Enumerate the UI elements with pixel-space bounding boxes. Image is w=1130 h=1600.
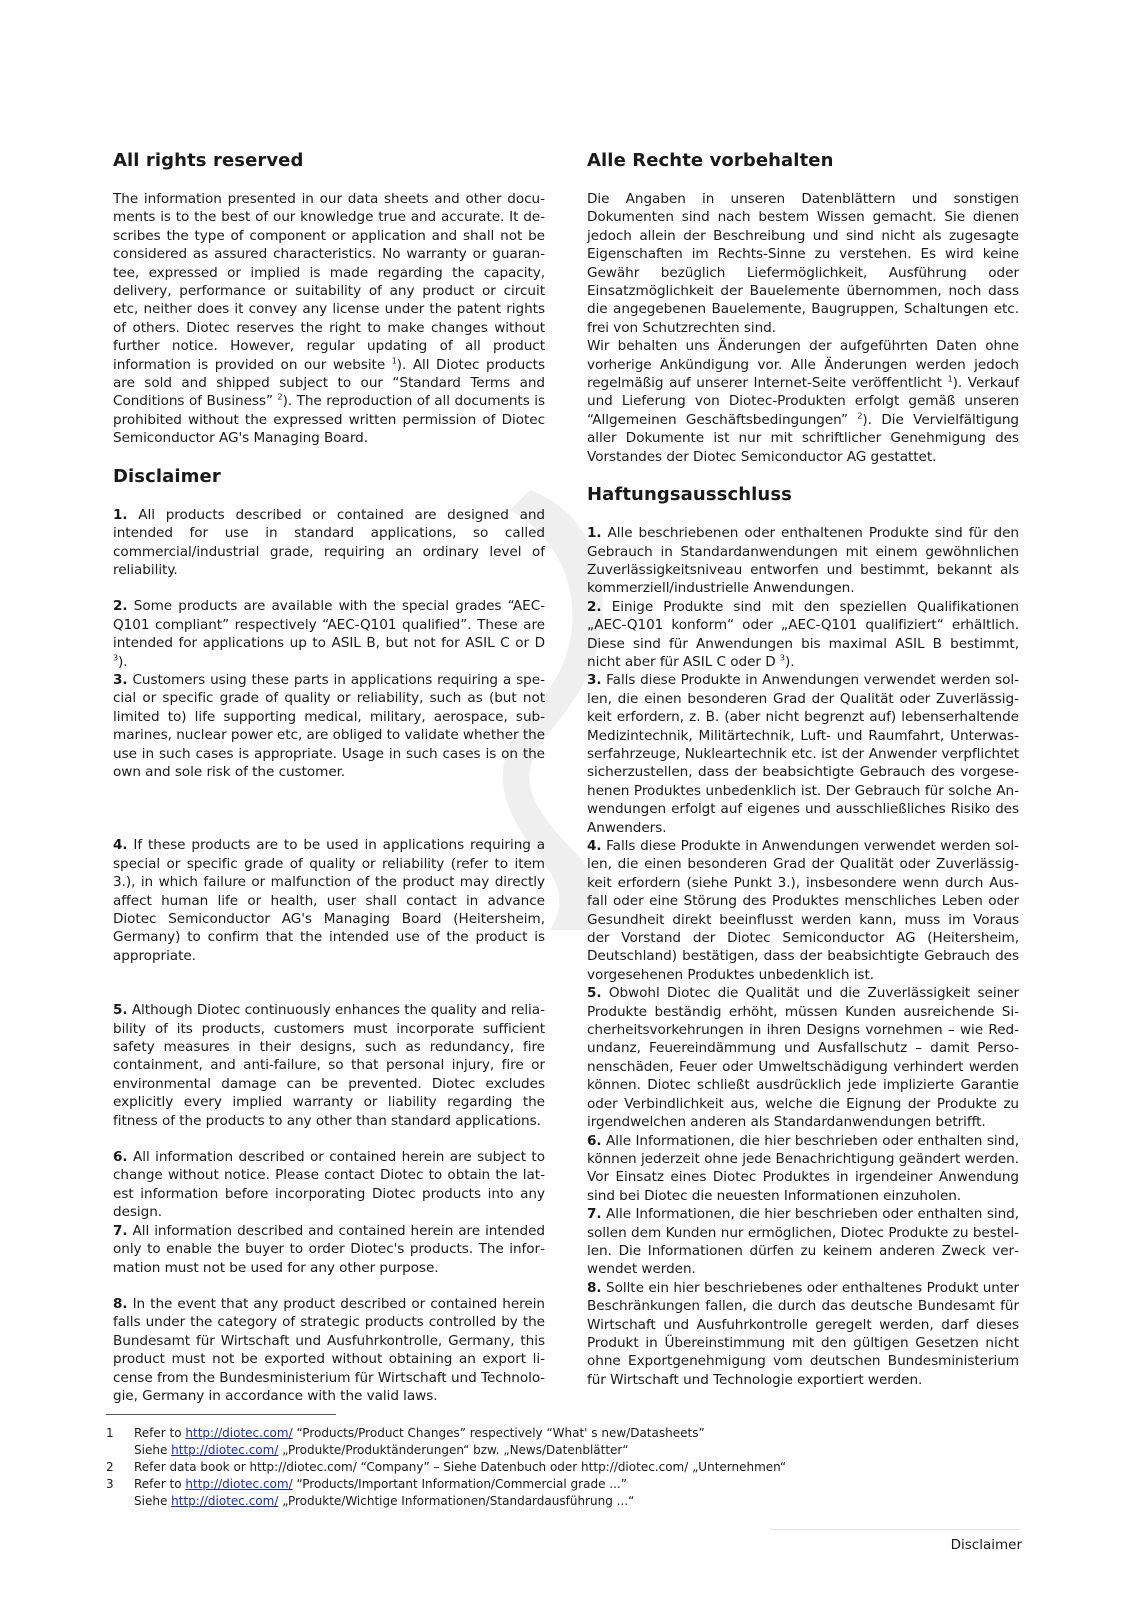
- footer-label: Disclaimer: [950, 1537, 1022, 1553]
- diotec-link[interactable]: http://diotec.com/: [171, 1494, 279, 1508]
- disclaimer-item-en-6: 6. All information described or contained herein are subject to change without notice. Please contact Diotec to obtain the latest information before incorporating Diotec products into any design.: [113, 1149, 545, 1221]
- diotec-link[interactable]: http://diotec.com/: [171, 1443, 279, 1457]
- footer-divider: [770, 1529, 1020, 1530]
- rights-paragraph-de-2: Wir behalten uns Änderungen der aufgeführten Daten ohne vorherige Ankündigung vor. Alle Änderungen werden jedoch regelmäßig auf unserer Internet-Seite veröffentlicht $^1$). Verkauf und Lieferung von Diotec-Produkten erfolgt gemäß unseren “Allgemeinen Geschäftsbedingungen” $^2$). Die Vervielfältigung aller Dokumente ist nur mit schriftlicher Genehmigung des Vorstandes der Diotec Semiconductor AG gestattet.: [587, 338, 1020, 465]
- disclaimer-item-de-1: 1. Alle beschriebenen oder enthaltenen Produkte sind für den Gebrauch in Standardanwendungen mit einem gewöhnlichen Zuverlässigkeitsniveau entworfen und bestimmt, bekannt als kommerziell/industrielle Anwendungen.: [587, 525, 1019, 597]
- footnote-divider: [106, 1414, 336, 1415]
- disclaimer-item-en-1: 1. All products described or contained are designed and intended for use in standard applications, so called commercial/industrial grade, requiring an ordinary level of reliability.: [113, 506, 545, 578]
- diotec-link[interactable]: http://diotec.com/: [185, 1477, 293, 1491]
- footnote-2: 2 Refer data book or http://diotec.com/ “Company” – Siehe Datenbuch oder http://diotec.com/ „Unternehmen“: [106, 1460, 787, 1474]
- disclaimer-item-en-3: 3. Customers using these parts in applications requiring a special or specific grade of quality or reliability, such as (but not limited to) life supporting medical, military, aerospace, submarines, nuclear power etc, are obliged to validate whether the use in such cases is appropriate. Usage in such cases is on the own and sole risk of the customer.: [113, 671, 545, 780]
- disclaimer-item-de-2: 2. Einige Produkte sind mit den speziellen Qualifikationen „AEC-Q101 konform“ oder „AEC-Q101 qualifiziert“ erhältlich. Diese sind für Anwendungen bis maximal ASIL B bestimmt, nicht aber für ASIL C oder D $^3$).: [587, 598, 1019, 670]
- disclaimer-item-de-4: 4. Falls diese Produkte in Anwendungen verwendet werden sollen, die einen besonderen Grad der Qualität oder Zuverlässigkeit erfordern (siehe Punkt 3.), insbesondere wenn durch Ausfall oder eine Störung des Produktes menschliches Leben oder Gesundheit direkt beeinflusst werden kann, muss im Voraus der Vorstand der Diotec Semiconductor AG (Heitersheim, Deutschland) bestätigen, dass der beabsichtigte Gebrauch des vorgesehenen Produktes unbedenklich ist.: [587, 838, 1019, 983]
- disclaimer-item-de-3: 3. Falls diese Produkte in Anwendungen verwendet werden sollen, die einen besonderen Grad der Qualität oder Zuverlässigkeit erfordern, z. B. (aber nicht begrenzt auf) lebenserhaltende Medizintechnik, Militärtechnik, Luft- und Raumfahrt, Unterwasserfahrzeuge, Nukleartechnik etc. ist der Anwender verpflichtet sicherzustellen, dass der beabsichtigte Gebrauch des vorgesehenen Produktes unbedenklich ist. Der Gebrauch für solche Anwendungen erfolgt auf eigenes und ausschließliches Risiko des Anwenders.: [587, 672, 1019, 836]
- disclaimer-item-en-8: 8. In the event that any product described or contained herein falls under the category of strategic products controlled by the Bundesamt für Wirtschaft und Ausfuhrkontrolle, Germany, this product must not be exported without obtaining an export license from the Bundesministerium für Wirtschaft und Technologie, Germany in accordance with the valid laws.: [113, 1295, 545, 1404]
- footnotes: [106, 1425, 1006, 1510]
- diotec-link[interactable]: http://diotec.com/: [185, 1426, 293, 1440]
- disclaimer-item-de-7: 7. Alle Informationen, die hier beschrieben oder enthalten sind, sollen dem Kunden nur ermöglichen, Diotec Produkte zu bestellen. Die Informationen dürfen zu keinem anderen Zweck verwendet werden.: [587, 1206, 1019, 1278]
- disclaimer-item-en-4: 4. If these products are to be used in applications requiring a special or specific grade of quality or reliability (refer to item 3.), in which failure or malfunction of the product may directly affect human life or health, user shall contact in advance Diotec Semiconductor AG's Managing Board (Heitersheim, Germany) to confirm that the intended use of the product is appropriate.: [113, 837, 546, 964]
- disclaimer-item-de-5: 5. Obwohl Diotec die Qualität und die Zuverlässigkeit seiner Produkte beständig erhöht, müssen Kunden ausreichende Sicherheitsvorkehrungen in ihren Designs vornehmen – wie Redundanz, Feuereindämmung und Ausfallschutz – damit Personenschäden, Feuer oder Umweltschädigung verhindert werden können. Diotec schließt ausdrücklich jede implizierte Garantie oder Verbindlichkeit aus, welche die Eignung der Produkte zu irgendwelchen anderen als Standardanwendungen betrifft.: [587, 985, 1019, 1131]
- disclaimer-item-de-6: 6. Alle Informationen, die hier beschrieben oder enthalten sind, können jederzeit ohne jede Benachrichtigung geändert werden. Vor Einsatz eines Diotec Produktes in irgendeiner Anwendung sind bei Diotec die neuesten Informationen einzuholen.: [587, 1132, 1019, 1204]
- disclaimer-item-en-7: 7. All information described and contained herein are intended only to enable the buyer to order Diotec's products. The information must not be used for any other purpose.: [113, 1222, 545, 1276]
- german-column: [587, 150, 1019, 1389]
- disclaimer-item-de-8: 8. Sollte ein hier beschriebenes oder enthaltenes Produkt unter Beschränkungen fallen, die durch das deutsche Bundesamt für Wirtschaft und Ausfuhrkontrolle geregelt werden, darf dieses Produkt in Übereinstimmung mit den gültigen Gesetzen nicht ohne Exportgenehmigung vom deutschen Bundesministerium für Wirtschaft und Technologie exportiert werden.: [587, 1279, 1019, 1388]
- disclaimer-title-en: Disclaimer: [113, 465, 221, 487]
- disclaimer-item-en-2: 2. Some products are available with the special grades “AEC-Q101 compliant” respectively “AEC-Q101 qualified”. These are intended for applications up to ASIL B, but not for ASIL C or D $^3$).: [113, 598, 545, 670]
- english-column: [113, 150, 545, 1405]
- footnote-3: 3 Refer to http://diotec.com/ “Products/Important Information/Commercial grade ...” Siehe http://diotec.com/ „Produkte/Wichtige Informationen/Standardausführung ...“: [106, 1477, 635, 1508]
- rights-title-de: Alle Rechte vorbehalten: [587, 150, 834, 171]
- rights-title-en: All rights reserved: [113, 150, 304, 171]
- disclaimer-item-en-5: 5. Although Diotec continuously enhances the quality and reliability of its products, customers must incorporate sufficient safety measures in their designs, such as redundancy, fire containment, and anti-failure, so that personal injury, fire or environmental damage can be prevented. Diotec excludes explicitly every implied warranty or liability regarding the fitness of the products to any other than standard applications.: [113, 1002, 545, 1129]
- footnote-1: 1 Refer to http://diotec.com/ “Products/Product Changes” respectively “What' s new/Datasheets” Siehe http://diotec.com/ „Produkte/Produktänderungen“ bzw. „News/Datenblätter“: [106, 1426, 705, 1457]
- disclaimer-title-de: Haftungsausschluss: [587, 484, 792, 506]
- rights-paragraph-en: The information presented in our data sheets and other documents is to the best of our knowledge true and accurate. It describes the type of component or application and shall not be considered as assured characteristics. No warranty or guarantee, expressed or implied is made regarding the capacity, delivery, performance or suitability of any product or circuit etc, neither does it convey any license under the patent rights of others. Diotec reserves the right to make changes without further notice. However, regular updating of all product information is provided on our website $^1$). All Diotec products are sold and shipped subject to our “Standard Terms and Conditions of Business” $^2$). The reproduction of all documents is prohibited without the expressed written permission of Diotec Semiconductor AG's Managing Board.: [113, 191, 545, 447]
- rights-paragraph-de: Die Angaben in unseren Datenblättern und sonstigen Dokumenten sind nach bestem Wissen gemacht. Sie dienen jedoch allein der Beschreibung und sind nicht als zugesagte Eigenschaften im Rechts-Sinne zu verstehen. Es wird keine Gewähr bezüglich Liefermöglichkeit, Ausführung oder Einsatzmöglichkeit der Bauelemente übernommen, noch dass die angegebenen Bauelemente, Baugruppen, Schaltungen etc. frei von Schutzrechten sind.: [587, 191, 1019, 336]
